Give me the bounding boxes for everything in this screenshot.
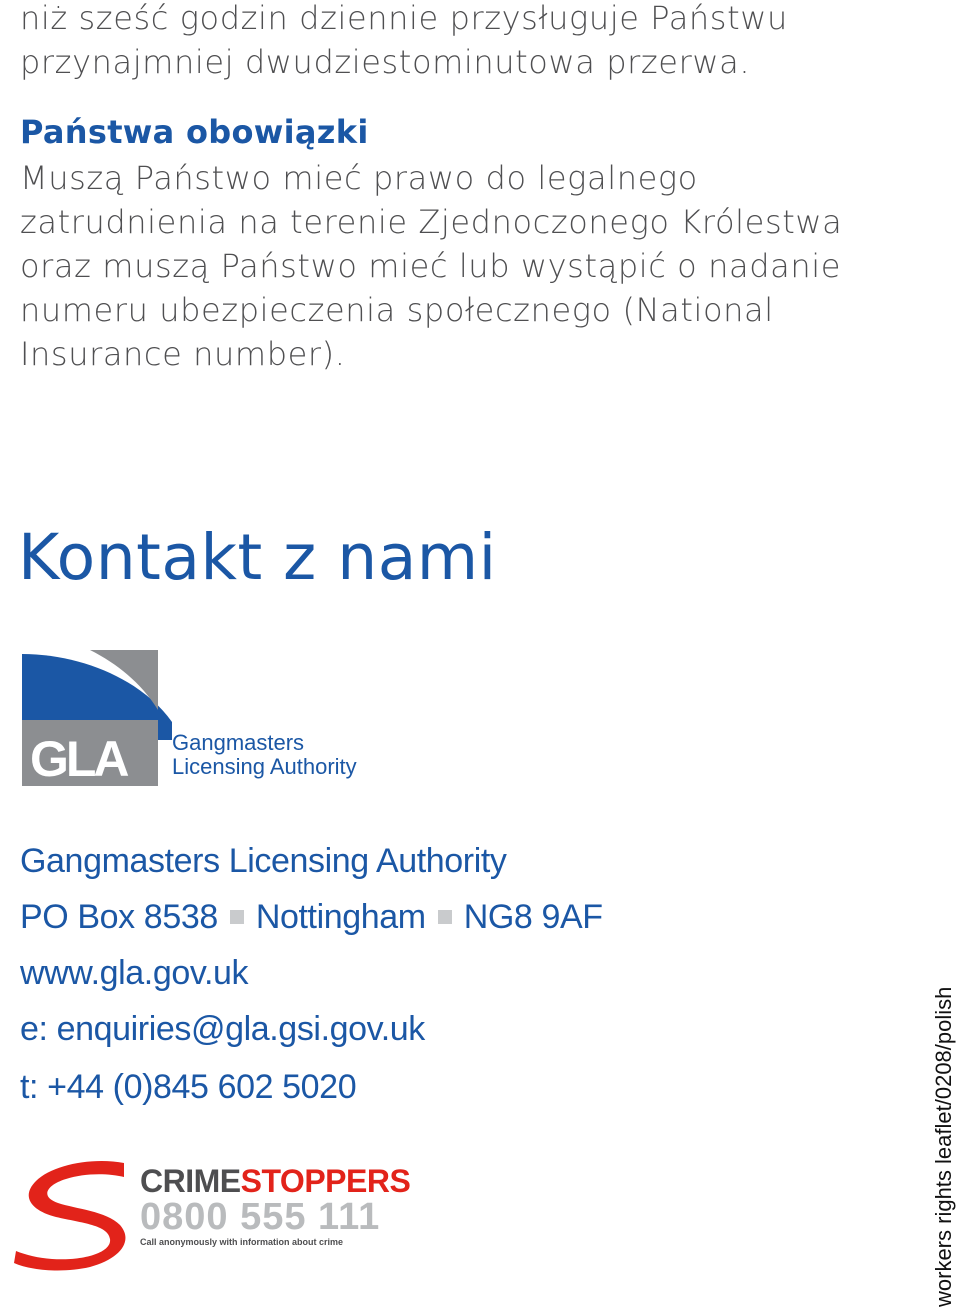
postal-address bbox=[20, 898, 603, 937]
crimestoppers-phone: 0800 555 111 bbox=[140, 1196, 381, 1238]
intro-line: przynajmniej dwudziestominutowa przerwa. bbox=[20, 43, 751, 81]
gla-logo-name-line2: Licensing Authority bbox=[172, 754, 357, 779]
postcode: NG8 9AF bbox=[463, 898, 603, 936]
obligations-line: Insurance number). bbox=[20, 335, 346, 373]
crimestoppers-tagline: Call anonymously with information about crime bbox=[140, 1237, 344, 1247]
separator-square-icon bbox=[438, 910, 452, 924]
obligations-heading: Państwa obowiązki bbox=[20, 113, 369, 151]
gla-logo-wordmark bbox=[172, 731, 357, 779]
obligations-line: zatrudnienia na terenie Zjednoczonego Królestwa bbox=[20, 203, 843, 241]
phone-number: t: +44 (0)845 602 5020 bbox=[20, 1068, 357, 1106]
gla-logo-letters: GLA bbox=[30, 731, 127, 787]
gla-logo-name-line1: Gangmasters bbox=[172, 730, 305, 755]
crimestoppers-brand-crime: CRIME bbox=[140, 1163, 241, 1199]
obligations-section bbox=[20, 110, 900, 376]
contact-heading: Kontakt z nami bbox=[18, 521, 497, 594]
crimestoppers-s-icon bbox=[14, 1161, 125, 1270]
crimestoppers-brand-stoppers: STOPPERS bbox=[240, 1163, 411, 1199]
crimestoppers-brand bbox=[140, 1163, 410, 1199]
po-box: PO Box 8538 bbox=[20, 898, 218, 936]
leaflet-reference: workers rights leaflet/0208/polish bbox=[931, 986, 956, 1307]
separator-square-icon bbox=[230, 910, 244, 924]
organisation-name: Gangmasters Licensing Authority bbox=[20, 842, 507, 880]
obligations-line: numeru ubezpieczenia społecznego (National bbox=[20, 291, 774, 329]
side-label bbox=[930, 945, 958, 1307]
email-link[interactable]: e: enquiries@gla.gsi.gov.uk bbox=[20, 1010, 425, 1048]
intro-paragraph bbox=[20, 0, 900, 84]
intro-line: niż sześć godzin dziennie przysługuje Państwu bbox=[20, 0, 788, 37]
website-link[interactable]: www.gla.gov.uk bbox=[20, 954, 249, 992]
city: Nottingham bbox=[255, 898, 426, 936]
obligations-line: oraz muszą Państwo mieć lub wystąpić o nadanie bbox=[20, 247, 842, 285]
obligations-line: Muszą Państwo mieć prawo do legalnego bbox=[20, 159, 698, 197]
